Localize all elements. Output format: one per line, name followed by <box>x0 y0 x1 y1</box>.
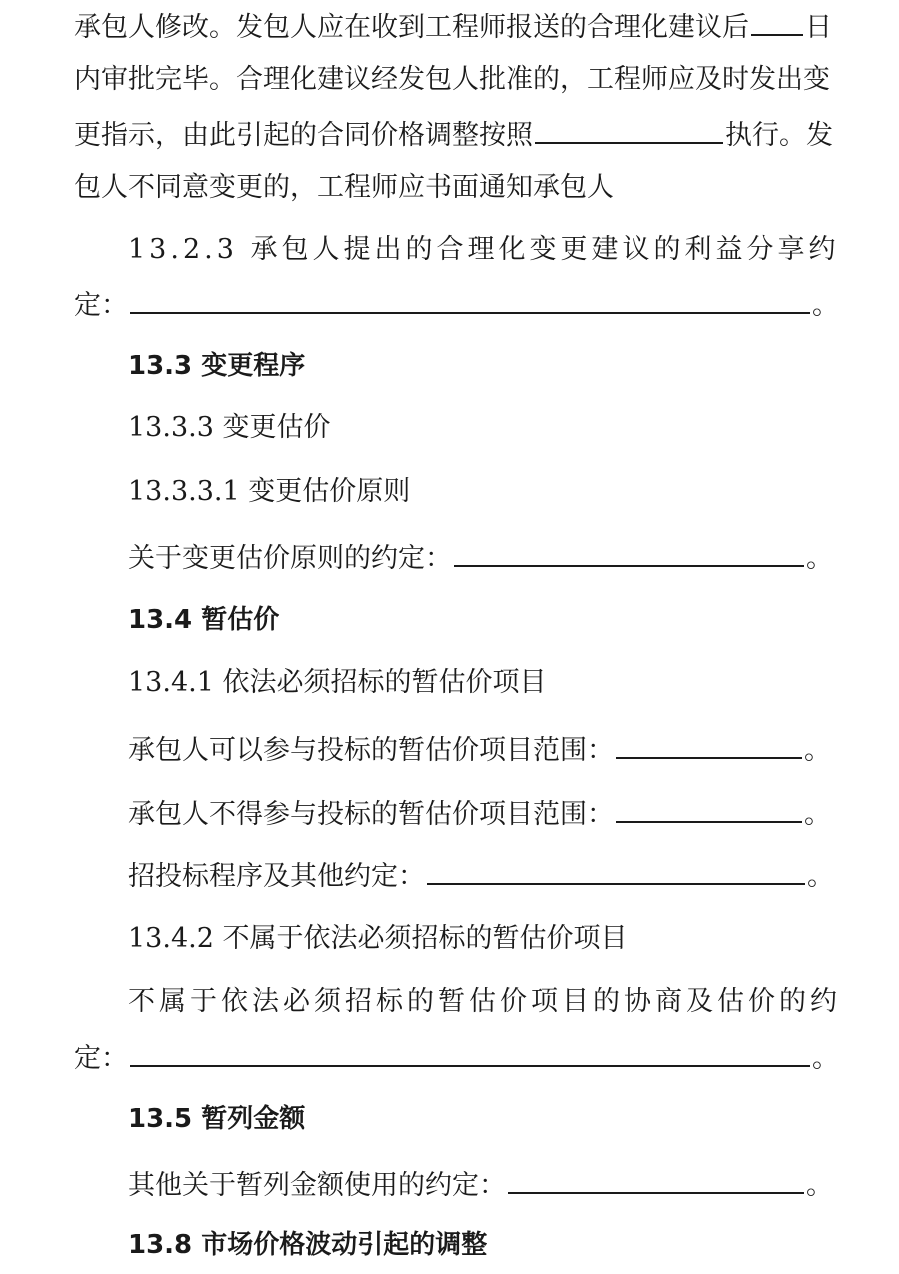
period: 。 <box>804 799 831 830</box>
bidding-procedure-blank-field[interactable] <box>427 857 805 885</box>
valuation-principle-blank-field[interactable] <box>454 539 804 567</box>
period: 。 <box>812 290 839 321</box>
provisional-sum-line <box>128 1166 833 1204</box>
field-label: 承包人可以参与投标的暂估价项目范围： <box>128 735 614 766</box>
section-heading-13-3-3-1 <box>128 474 410 510</box>
heading-text: 13.3.3.1 变更估价原则 <box>128 476 411 507</box>
section-heading-13-3-3 <box>128 410 330 446</box>
field-label: 其他关于暂列金额使用的约定： <box>128 1170 506 1201</box>
para-line-2 <box>74 62 830 98</box>
para-line-1 <box>74 8 832 46</box>
clause-label: 定： <box>74 1043 128 1074</box>
para-text: 日 <box>805 12 832 43</box>
para-text: 包人不同意变更的，工程师应书面通知承包人 <box>74 172 614 203</box>
bidding-procedure-line <box>128 857 834 895</box>
para-text: 承包人修改。发包人应在收到工程师报送的合理化建议后 <box>74 12 749 43</box>
section-heading-13-8 <box>128 1227 487 1263</box>
para-line-4 <box>74 170 614 206</box>
can-bid-scope-blank-field[interactable] <box>616 731 802 759</box>
cannot-bid-scope-line <box>128 795 831 833</box>
para-text: 内审批完毕。合理化建议经发包人批准的，工程师应及时发出变 <box>74 64 830 95</box>
section-heading-13-4-1 <box>128 665 546 701</box>
section-heading-13-4 <box>128 602 279 638</box>
clause-13-2-3-line-1 <box>128 232 839 268</box>
clause-text: 不属于依法必须招标的暂估价项目的协商及估价的约 <box>128 986 841 1017</box>
clause-label: 定： <box>74 290 128 321</box>
heading-text: 13.4.2 不属于依法必须招标的暂估价项目 <box>128 923 628 954</box>
period: 。 <box>812 1043 839 1074</box>
period: 。 <box>806 543 833 574</box>
clause-13-4-2-line-1 <box>128 984 841 1020</box>
days-blank-field[interactable] <box>751 8 803 36</box>
field-label: 关于变更估价原则的约定： <box>128 543 452 574</box>
section-heading-13-3 <box>128 348 305 384</box>
field-label: 招投标程序及其他约定： <box>128 861 425 892</box>
period: 。 <box>804 735 831 766</box>
benefit-sharing-blank-field[interactable] <box>130 286 810 314</box>
section-heading-13-5 <box>128 1101 305 1137</box>
period: 。 <box>807 861 834 892</box>
provisional-sum-blank-field[interactable] <box>508 1166 804 1194</box>
section-heading-13-4-2 <box>128 921 627 957</box>
heading-text: 13.4.1 依法必须招标的暂估价项目 <box>128 667 547 698</box>
price-adjustment-blank-field[interactable] <box>535 116 723 144</box>
can-bid-scope-line <box>128 731 831 769</box>
heading-text: 13.5 暂列金额 <box>128 1104 306 1134</box>
clause-13-4-2-line-2 <box>74 1039 839 1077</box>
heading-text: 13.8 市场价格波动引起的调整 <box>128 1230 488 1260</box>
cannot-bid-scope-blank-field[interactable] <box>616 795 802 823</box>
valuation-principle-line <box>128 539 833 577</box>
heading-text: 13.4 暂估价 <box>128 605 280 635</box>
heading-text: 13.3 变更程序 <box>128 351 306 381</box>
field-label: 承包人不得参与投标的暂估价项目范围： <box>128 799 614 830</box>
period: 。 <box>806 1170 833 1201</box>
para-line-3 <box>74 116 833 154</box>
para-text: 执行。发 <box>725 120 833 151</box>
para-text: 更指示，由此引起的合同价格调整按照 <box>74 120 533 151</box>
clause-13-2-3-line-2 <box>74 286 839 324</box>
clause-text: 13.2.3 承包人提出的合理化变更建议的利益分享约 <box>128 234 840 265</box>
heading-text: 13.3.3 变更估价 <box>128 412 331 443</box>
negotiation-valuation-blank-field[interactable] <box>130 1039 810 1067</box>
